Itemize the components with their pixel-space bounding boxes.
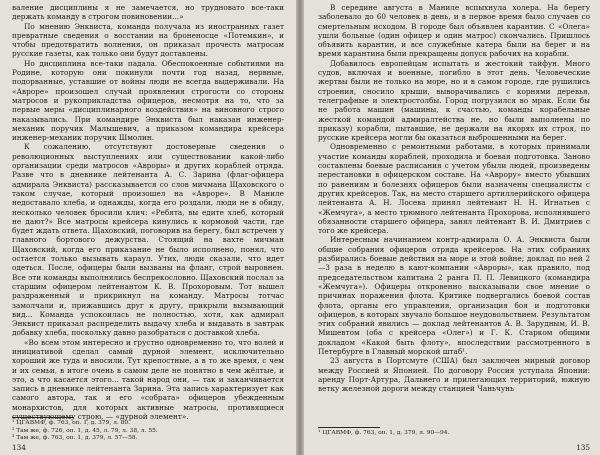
- left-page-footnotes: [12, 420, 158, 443]
- paragraph: К сожалению, отсутствуют достоверные сведения о революционных выступлениях или существовании какой-либо организации среди матросов «Авроры» и других кораблей отряда. Разве что в дневнике лейтенанта А. С. Зарина (флаг-офицера адмирала Энквиста) рассказывается со слов мичмана Щаховского о таком случае, который произошел на «Авроре». В Маниле недоставало хлеба, и однажды, когда его роздали, люди не в обиду, несколько человек бросили клич: «Ребята, вы едите хлеб, который не дают?» Все матросы крейсера кинулись к кормовой части, где будет ждать ответа. Щаховский, поговорив на берегу, был встречен у главного бортового дежурства. Стоящий на вахте мичман Щаховский, когда его приказание не было исполнено, понял, что остается только вызывать караул. Утих, люди сказали, что идет одеться. После, офицеры были вызваны на фланг, строй выровнен. Все эти команды выполнялись беспрекословно. Щаховский послал за старшим офицером лейтенантом К. В. Прохоровым. Тот вышел раздраженный и прикрикнул на команду. Матросы тотчас замолчали и, прижавшись друг к другу, прикрыли вызывающий вид... Команда успокоилась не полностью, хотя, как адмирал Энквист приказал распределить выдачу хлеба и выдавать в завтрак добавку хлеба, поскольку давно разобраться с доставкой хлеба.: [12, 142, 284, 338]
- right-page-body: [318, 3, 590, 393]
- footnote-rule: [318, 427, 380, 428]
- paragraph: Добавилось европейцам испытать и жестокий тайфун. Много судов, включая и военные, погибло в этот день. Человеческие жертвы были не только на море, но и в самом городе, где рушились строения, сносило крыши, выворачивались с корнями деревья, телеграфные и электростолбы. Город погрузился во мрак. Если бы не работа машин (машины, к счастью, команды корабельные жесткой командой адмиралтейства не, но были выполнены по приказу) корабли, пытавшие, не держали на якорях их строя, по русские крейсера могли бы оказаться выброшенными на берег.: [318, 58, 590, 143]
- paragraph: В середине августа в Маниле вспыхнула холера. На берегу заболевало до 60 человек в день, и в первое время было случаев со смертельным исходом. В городе был объявлен карантин. С «Олега» ушли больные (один офицер и один матрос) скончались. Пришлось объявить карантин, и все служебные катера были на берег и на время карантина были прекращены допуск рабочих на корабли.: [318, 3, 590, 59]
- left-page-body: [12, 3, 284, 421]
- page-number: 134: [12, 443, 26, 452]
- paragraph: Но дисциплина все-таки падала. Обеспокоенные событиями на Родине, которую они покинули почти год назад, нервные, подорванные, уставшие от войны люди не всегда выдерживали. На «Авроре» произошел случай проявления строгости со стороны матросов и рукоприкладства офицеров, несмотря на то, что за первые меры «дисциплинарного воздействия» на виновного строго наказывались. При командире Энквиста был наказан инженер-механик поручик Малышевич, а приказом командира крейсера инженер-механик поручик Шмолин.: [12, 58, 284, 143]
- footnote: ¹ ЦГАВМФ, ф. 763, оп. 1, д. 379, л. 90—94.: [318, 430, 450, 436]
- left-page: [0, 0, 296, 455]
- paragraph: Одновременно с ремонтными работами, в которых принимали участие команды кораблей, проходила и боевая подготовка. Заново составлены боевые расписания с учетом убыли людей, произведены перестановки в офицерском составе. На «Аврору» вместо убывших по ранениям и болезнях офицеров были назначены специалисты с других крейсеров. Так, на место старшего артиллерийского офицера лейтенанта А. Н. Лосева принял лейтенант Н. Н. Игнатьев с «Жемчуга», а место трюмного лейтенанта Прохорова, исполнявшего обязанности старшего офицера, занял лейтенант В. И. Дмитриев с того же крейсера.: [318, 142, 590, 236]
- footnote: ¹ ЦГАВМФ, ф. 763, оп. 1, д. 379, л. 80.: [12, 420, 130, 426]
- paragraph: «Во всем этом интересно и грустно одновременно то, что волей и инициативой сделал самый дурной элемент, исключительно хороший же туда и вносили. Тут крепостные, а в то же время, с чем и их семьи, в итоге очень в самом деле не понятно в чем жёлтые, и это, а что касается этого... такой народ они, — так и заканчивается запись в дневнике лейтенанта Зарина. Эта запись характеризует как самого автора, так и его «собрата» офицеров убежденным монархистов, для которых активные матросы, противящиеся существующему строю, — «дурной элемент».: [12, 337, 284, 422]
- right-page-footnotes: [318, 430, 449, 438]
- page-number: 135: [576, 443, 590, 452]
- book-gutter: [296, 0, 304, 455]
- right-page: [304, 0, 600, 455]
- footnote-rule: [12, 417, 74, 418]
- paragraph: Интересным начинанием контр-адмирала О. А. Энквиста были общие собрания офицеров отряда крейсеров. На этих собраниях разбирались боевые действия на море и этой войне; доклад по ней 2—3 раза в неделю в кают-компании «Авроры», как правило, под председательством капитана 2 ранга П. П. Левицкого (командира «Жемчуга»). Офицеры откровенно высказывали свое мнение о причинах поражения флота. Критике подвергались боевой состав флота, органы его управления, организация боя и подготовки офицеров, в которых звучало большое неудовольствием. Результатом этих собраний явились — доклад лейтенантов А. В. Зарудным, И. В. Мишевтом (оба с крейсера «Олег») и Г. К. Старком общими докладом «Какой быть флоту», впоследствии рассмотренного в Петербурге в Главный морской штаб¹.: [318, 235, 590, 356]
- paragraph: По мнению Энквиста, команда получала из иностранных газет превратные сведения о восстании на броненосце «Потемкин», и чтобы предотвратить волнения, он приказал прочесть матросам русские газеты, как только они будут доставлены.: [12, 21, 284, 59]
- paragraph: валение дисциплины я не замечается, но трудновато все-таки держать команду в строгом повиновении...»: [12, 3, 284, 22]
- footnote: ³ Там же, ф. 763, оп. 1, д. 379, л. 57—58.: [12, 435, 138, 441]
- paragraph: 23 августа в Портсмуте (США) был заключен мирный договор между Россией и Японией. По договору Россия уступала Японии: аренду Порт-Артура, Дальнего и прилегающих территорий, южную ветку железной дороги между станцией Чаньчунь: [318, 356, 590, 394]
- footnote: ² Там же, ф. 726, оп. 1, д. 45, л. 79, л. 38, л. 55.: [12, 427, 158, 434]
